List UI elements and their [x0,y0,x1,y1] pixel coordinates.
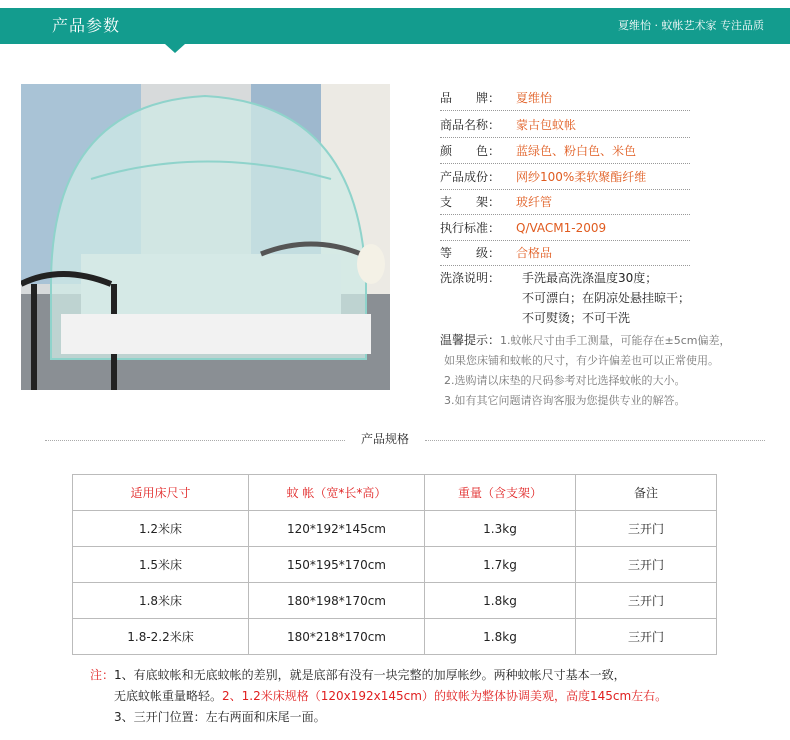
cell-dimensions: 180*198*170cm [249,583,425,619]
cell-remarks: 三开门 [576,583,717,619]
note-line: 3、三开门位置：左右两面和床尾一面。 [114,710,326,724]
divider [425,440,765,441]
cell-weight: 1.8kg [425,619,576,655]
table-row [73,583,717,619]
spec-row-material [440,165,690,190]
tip-line: 3.如有其它问题请咨询客服为您提供专业的解答。 [444,394,686,407]
product-photo [21,84,390,390]
cell-remarks: 三开门 [576,619,717,655]
cell-bed-size: 1.5米床 [73,547,249,583]
cell-dimensions: 180*218*170cm [249,619,425,655]
cell-weight: 1.3kg [425,511,576,547]
table-row [73,619,717,655]
spec-label: 支 架： [440,195,501,209]
col-header-remarks: 备注 [576,475,717,511]
cell-weight: 1.7kg [425,547,576,583]
col-header-bed-size: 适用床尺寸 [73,475,249,511]
spec-value: 玻纤管 [516,195,553,209]
washing-line: 不可漂白；在阴凉处悬挂晾干； [522,291,691,305]
tip-line: 如果您床铺和蚊帐的尺寸，有少许偏差也可以正常使用。 [444,354,719,367]
cell-bed-size: 1.8-2.2米床 [73,619,249,655]
col-header-dimensions: 蚊 帐（宽*长*高） [249,475,425,511]
cell-weight: 1.8kg [425,583,576,619]
header-title: 产品参数 [52,16,121,35]
col-header-weight: 重量（含支架） [425,475,576,511]
tips-label: 温馨提示： [440,333,501,347]
section-header [0,8,790,44]
spec-row-grade [440,241,690,266]
spec-row-brand [440,86,690,111]
tip-line: 1.蚊帐尺寸由手工测量，可能存在±5cm偏差， [500,334,731,347]
cell-dimensions: 150*195*170cm [249,547,425,583]
spec-label: 颜 色： [440,144,501,158]
spec-row-frame [440,190,690,215]
spec-value: Q/VACM1-2009 [516,221,607,235]
spec-row-standard [440,216,690,241]
header-tagline: 夏维怡 · 蚊帐艺术家 专注品质 [618,19,764,32]
table-row [73,547,717,583]
washing-line: 手洗最高洗涤温度30度； [522,271,658,285]
cell-dimensions: 120*192*145cm [249,511,425,547]
spec-row-color [440,139,690,164]
washing-label: 洗涤说明： [440,271,501,285]
cell-bed-size: 1.2米床 [73,511,249,547]
spec-value: 网纱100%柔软聚酯纤维 [516,170,647,184]
spec-value: 蒙古包蚊帐 [516,118,577,132]
note-line: 无底蚊帐重量略轻。 [114,689,223,703]
notes-block [90,665,780,728]
cell-remarks: 三开门 [576,547,717,583]
spec-value: 合格品 [516,246,553,260]
cell-remarks: 三开门 [576,511,717,547]
spec-label: 品 牌： [440,91,501,105]
table-row [73,511,717,547]
size-table [72,474,717,655]
notes-prefix: 注： [90,668,115,682]
table-header-row [73,475,717,511]
spec-label: 商品名称： [440,118,501,132]
spec-label: 执行标准： [440,221,501,235]
spec-value: 夏维怡 [516,91,553,105]
tips-block [440,330,785,411]
tip-line: 2.选购请以床垫的尺码参考对比选择蚊帐的大小。 [444,374,686,387]
divider [45,440,345,441]
spec-label: 等 级： [440,246,501,260]
washing-line: 不可熨烫；不可干洗 [522,311,631,325]
cell-bed-size: 1.8米床 [73,583,249,619]
note-line-highlight: 2、1.2米床规格（120x192x145cm）的蚊帐为整体协调美观，高度145cm左右。 [222,689,668,703]
spec-row-product-name [440,113,690,138]
spec-label: 产品成份： [440,170,501,184]
header-notch [165,44,185,53]
note-line: 1、有底蚊帐和无底蚊帐的差别，就是底部有没有一块完整的加厚帐纱。两种蚊帐尺寸基本一致， [114,668,626,682]
section-title: 产品规格 [360,432,409,446]
spec-value: 蓝绿色、粉白色、米色 [516,144,637,158]
